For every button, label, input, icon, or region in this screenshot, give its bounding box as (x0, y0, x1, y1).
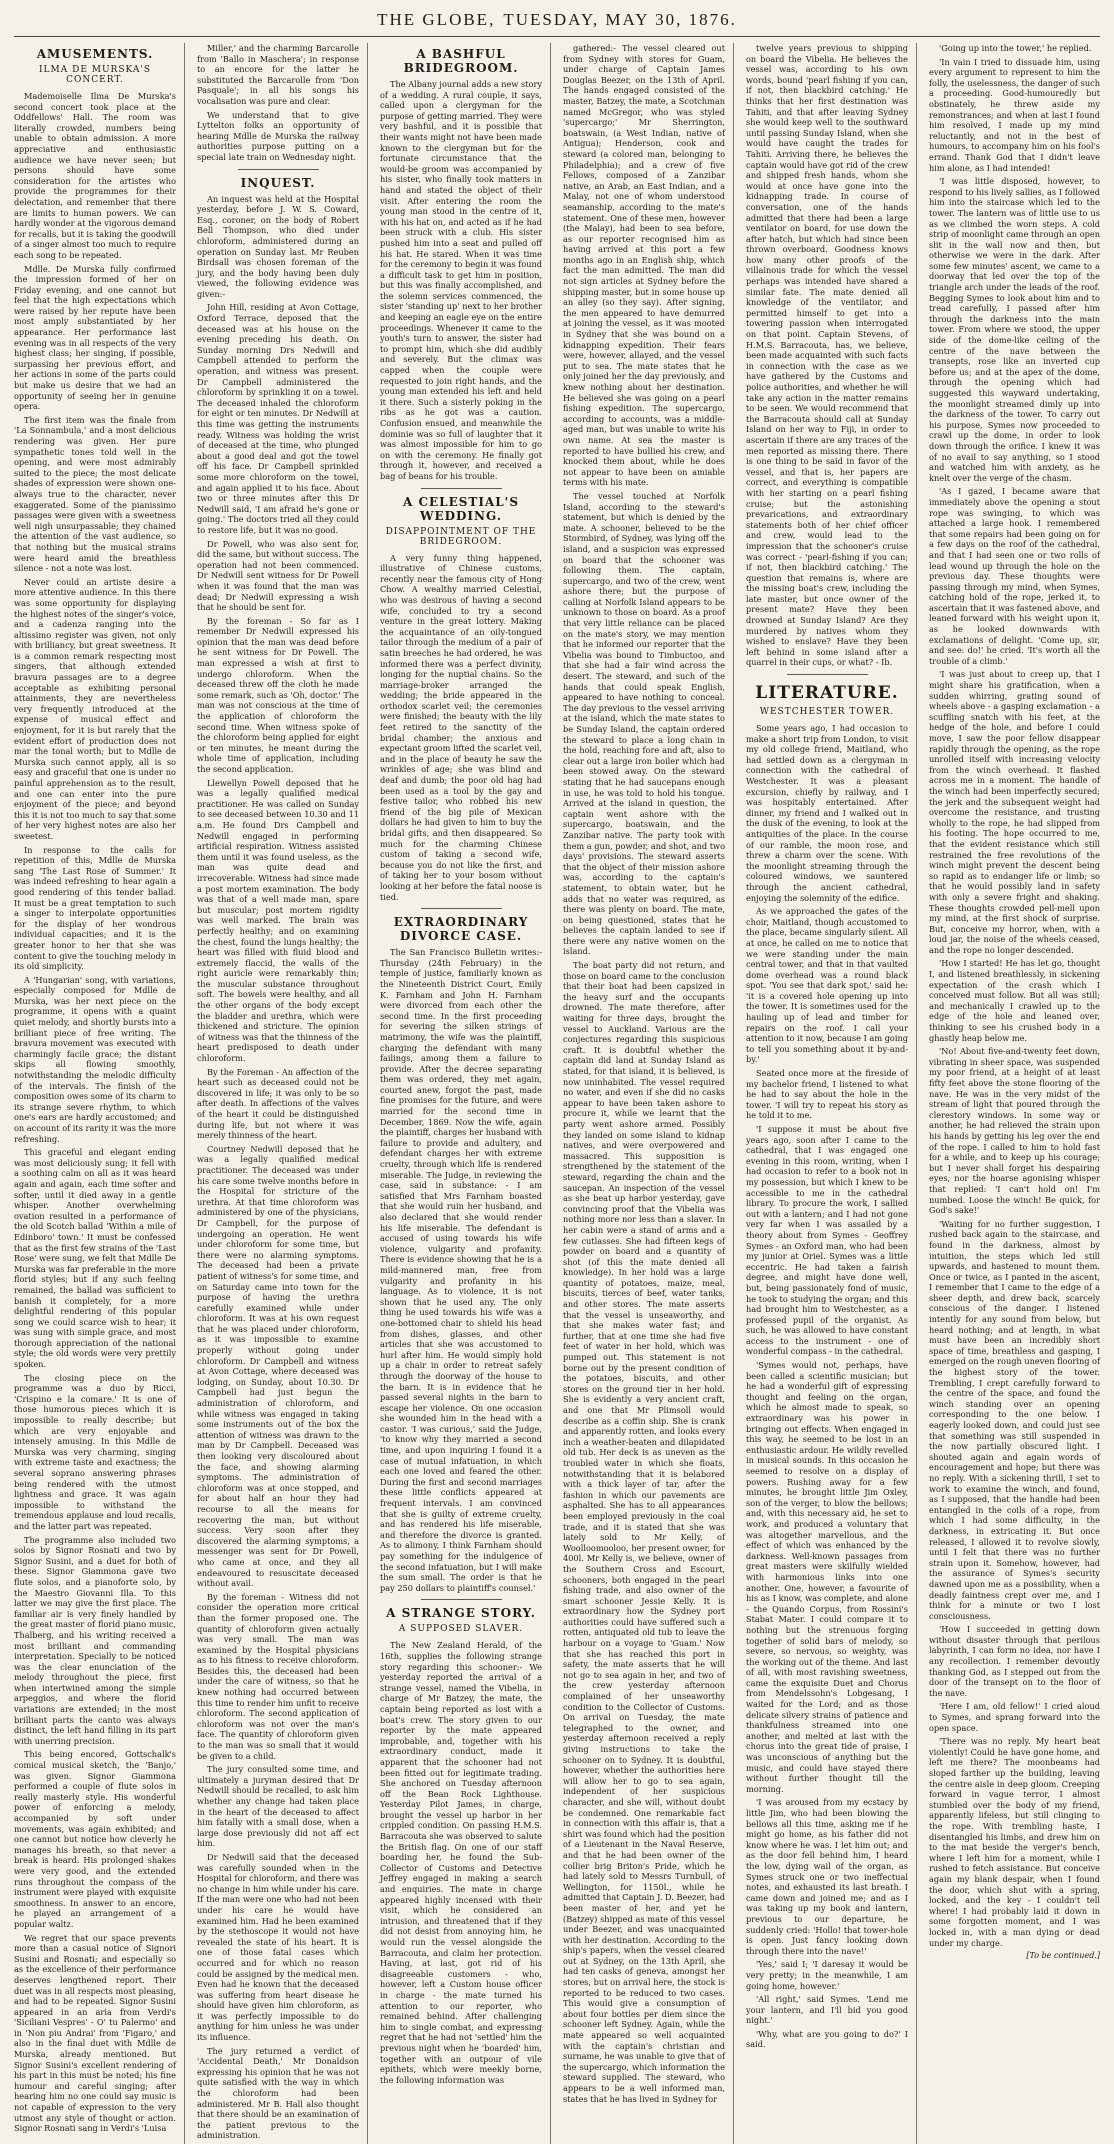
article-paragraph: The Albany journal adds a new story of a wedding. A rural couple, it says, called upon a clergyman for the purpose of getting married. They were very bashful, and it is possible that their wants might not have been made known to the clergyman but for the fortunate circumstance that the would-be groom was accompanied by his sister, who finally took matters in hand and stated the object of their visit. After entering the room the young man stood in the centre of it, with his hat on, and acted as if he had been struck with a club. His sister pushed him into a seat and pulled off his hat. He stared. When it was time for the ceremony to begin it was found a difficult task to get him in position, but this was finally accomplished, and the solemn services commenced, the sister 'standing up' next to her brother and keeping an eagle eye on the entire proceedings. Whenever it came to the youth's turn to answer, the sister had to prompt him, which she did audibly and severely. But the climax was capped when the couple were requested to join right hands, and the young man extended his left and held it there. Such a sisterly poking in the ribs as he got was a caution. Confusion ensued, and meanwhile the dominie was so full of laughter that it was almost impossible for him to go on with the ceremony. He finally got through it, however, and received a bag of beans for his trouble. (380, 79, 542, 481)
article-paragraph: An inquest was held at the Hospital yesterday, before J. W. S. Coward, Esq., coroner, on the body of Robert Bell Thompson, who died under chloroform, administered during an operation on Sunday last. Mr Reuben Birdsall was chosen foreman of the jury, and the body having been duly viewed, the following evidence was given:- (197, 193, 359, 299)
article-paragraph: 'Waiting for no further suggestion, I rushed back again to the staircase, and found in the darkness, almost by intuition, the steps which led still upwards, and hastened to mount them. Once or twice, as I panted in the ascent, I remember that I came to the edge of a sheer depth, and drew back, scarcely conscious of the danger. I listened intently for any sound from below, but heard nothing; and at length, in what must have been an incredibly short space of time, breathless and gasping, I emerged on the rough uneven flooring of the highest story of the tower. Trembling, I crept carefully forward to the centre of the space, and found the winch standing over an opening corresponding to the one below. I eagerly looked down, and could just see that something was still suspended in the now partially obscured light. I shouted again and again words of encouragement and hope; but there was no reply. With a sickening thrill, I set to work to examine the winch, and found, as I supposed, that the handle had been entangled in the coils of a rope, from which I had some difficulty, in the darkness, in extricating it. But once released, I allowed it to revolve slowly, until I felt that there was no further strain upon it. Somehow, however, had the assurance of Symes's security dawned upon me as a possibility, when a deadly faintness crept over me, and I think for a minute or two I lost consciousness. (929, 1218, 1101, 1621)
masthead-date: TUESDAY, MAY 30, 1876. (503, 10, 737, 29)
article-paragraph: The vessel touched at Norfolk Island, according to the steward's statement, but which is denied by the mate. A schooner, believed to be the Stormbird, of Sydney, was lying off the island, and a suspicion was expressed on board that the schooner was following them. The captain, supercargo, and two of the crew, went ashore there; but the purpose of calling at Norfolk Island appears to be unknown to those on board. As a proof that very little reliance can be placed on the mate's story, we may mention that he informed our reporter that the Vibelia was bound to Timbuctoo, and that she had a fair wind across the desert. The steward, and such of the hands that could speak English, appeared to have nothing to conceal. The day previous to the vessel arriving at the island, which the mate states to be Sunday Island, the captain ordered the steward to place a long chain in the hold, reaching fore and aft, also to clear out a large iron boiler which had been stowed away. On the steward stating that he had saucepans enough in use, he was told to hold his tongue. Arrived at the island in question, the captain went ashore with the supercargo, boatswain, and the Zanzibar native. The party took with them a gun, powder, and shot, and two days' provisions. The steward asserts that the object of their mission ashore was, according to the captain's statement, to obtain water, but he adds that no water was required, as there was plenty on board. The mate, on being questioned, states that he believes the captain landed to see if there were any native women on the island. (563, 490, 725, 957)
column-6 (929, 43, 1100, 2144)
article-paragraph: The jury consulted some time, and ultimately a juryman desired that Dr Nedwill should be recalled, to ask him whether any change had taken place in the heart of the deceased to affect him fatally with a small dose, when a large dose previously did not aff ect him. (197, 1764, 359, 1849)
article-paragraph: This being encored, Gottschalk's comical musical sketch, the 'Banjo,' was given. Signor Giammona performed a couple of flute solos in really masterly style. His wonderful power of enforcing a melody, accompanied by soft under movements, was again exhibited; and one cannot but notice how cleverly he manages his breath, so that never a break is heard. His prolonged shakes were very good, and the extended runs throughout the compass of the instrument were played with exquisite smoothness. In answer to an encore, he played an arrangement of a popular waltz. (14, 1749, 176, 1929)
article-paragraph: Never could an artiste desire a more attentive audience. In this there was some opportunity for displaying the highest notes of the singer's voice, and a cadenza ranging into the altissimo register was given, not only with brilliancy, but great sweetness. It is a common remark respecting most singers, that although extended bravura passages are to a degree acceptable as exhibiting personal attainments, they are nevertheless very frequently introduced at the expense of musical effect and enjoyment, for it is but rarely that the evident effort of production does not mar the tonal worth; but to Mdlle de Murska such cannot apply, all is so easy and graceful that one is under no painful apprehension as to the result, and one can enter into the pure enjoyment of the piece; and beyond this it is not too much to say that some of her very highest notes are also her sweetest. (14, 576, 176, 841)
masthead (14, 10, 1100, 37)
article-paragraph: Mademoiselle Ilma De Murska's second concert took place at the Oddfellows' Hall. The room was literally crowded, numbers being unable to obtain admission. A more appreciative and enthusiastic audience we have never seen; but persons should have some consideration for the artistes who provide the programmes for their delectation, and remember that there are limits to human powers. We can hardly wonder at the vigorous demand for recalls, but it is taking the goodwill of a singer almost too much to require each song to be repeated. (14, 91, 176, 260)
article-paragraph: 'How I started! He has let go, thought I, and listened breathlessly, in sickening expectation of the crash which I conceived must follow. But all was still; and mechanically I crawled up to the edge of the hole and leaned over, thinking to see his crushed body in a ghastly heap below me. (929, 958, 1100, 1043)
section-heading: EXTRAORDINARY DIVORCE CASE. (393, 915, 529, 944)
section-subheading: ILMA DE MURSKA'S CONCERT. (39, 65, 151, 85)
section-rule (421, 488, 502, 489)
article-paragraph: Mdlle. De Murska fully confirmed the impression formed of her on Friday evening, and one cannot but feel that the high expectations which were raised by her repute have been most amply substantiated by her appearance. Her performance last evening was in all respects of the very highest class; her singing, if possible, surpassing her previous effort, and her actions in some of the parts could but make us desire that we had an opportunity of seeing her in genuine opera. (14, 263, 176, 412)
article-paragraph: gathered:- The vessel cleared out from Sydney with stores for Guam, under charge of Captain James Douglas Beezer, on the 13th of April. The hands engaged consisted of the master, Batzey, the mate, a Scotchman named McGregor, who was styled 'supercargo;' Mr Sherrington, boatswain, (a West Indian, native of Antigua); Henderson, cook and steward (a colored man, belonging to Philadelphia); and a crew of five Fellows, composed of a Zanzibar native, an Arab, an East Indian, and a Malay, not one of whom understood seamanship, according to the mate's statement. One of these men, however (the Malay), had been to sea before, as our reporter recognised him as having arrived at this port a few months ago in an English ship, which fact the man admitted. The man did not sign articles at Sydney before the shipping master, but in some house up an alley (so they say). After signing, the men appeared to have demurred at joining the vessel, as it was mooted in Sydney that she was bound on a kidnapping expedition. Their fears were, however, allayed, and the vessel put to sea. The mate states that he only joined her the day previously, and knew nothing about her destination. He believed she was going on a pearl fishing expedition. The supercargo, according to accounts, was a middle-aged man, but was unable to write his own name. At sea the master is reported to have bullied his crew, and knocked them about, while he does not appear to have been on amiable terms with his mate. (563, 43, 725, 488)
article-paragraph: 'I suppose it must be about five years ago, soon after I came to the cathedral, that I was engaged one evening in this room, writing, when I had occasion to refer to a book not in my possession, but which I knew to be accessible to me in the cathedral library. To procure the work, I sallied out with a lantern; and I had not gone very far when I was assailed by a theory about from Symes - Geoffrey Symes - an Oxford man, who had been my junior at Oriel. Symes was a little eccentric. He had taken a fairish degree, and might have done well, but, being passionately fond of music, he took to studying the organ; and this had brought him to Westchester, as a professed pupil of the organist. As such, he was allowed to have constant access to the instrument - one of wonderful compass - in the cathedral. (746, 1124, 908, 1357)
article-paragraph: The boat party did not return, and those on board came to the conclusion that their boat had been capsized in the heavy surf and the occupants drowned. The mate therefore, after waiting for three days, brought the vessel to Auckland. Various are the conjectures regarding this suspicious craft. It is doubtful whether the captain did land at Sunday Island as stated, for that island, it is believed, is now uninhabited. The vessel required no water, and even if she did no casks appear to have been taken ashore to procure it, while we learnt that the party went ashore armed. Possibly they landed on some island to kidnap natives, and were overpowered and massacred. This supposition is strengthened by the statement of the steward, regarding the chain and the saucepan. An inspection of the vessel as she beat up harbor yesterday, gave convincing proof that the Vibelia was nothing more nor less than a slaver. In her cabin were a stand of arms and a few cutlasses. She had fifteen kegs of powder on board and a quantity of shot (of this the mate denied all knowledge). In her hold was a large quantity of potatoes, maize, meal, biscuits, tierces of beef, water tanks, and other stores. The mate asserts that the vessel is unseaworthy, and that she makes water fast; and further, that at one time she had five feet of water in her hold, which was pumped out. This statement is not borne out by the present condition of the potatoes, biscuits, and other stores on the ground tier in her hold. She is evidently a very ancient craft, and one that Mr Plimsoll would describe as a coffin ship. She is crank and apparently rotten, and looks every inch a weather-beaten and dilapidated old tub. Her deck is as uneven as the troubled water in which she floats, notwithstanding that it is belabored with a thick layer of tar, after the fashion in which our pavements are asphalted. She has to all appearances been employed previously in the coal trade, and it is stated that she was lately sold to Mr Kelly, of Woolloomooloo, her present owner, for 400l. Mr Kelly is, we believe, owner of the Southern Cross and Escourt, schooners, both engaged in the pearl fishing trade, and also owner of the smart schooner Jessie Kelly. It is extraordinary how the Sydney port authorities could have suffered such a rotten, antiquated old tub to leave the harbour on a voyage to 'Guam.' Now that she has reached this port in safety, the mate asserts that he will not go to sea again in her, and two of the crew yesterday afternoon complained of her unseaworthy condition to the Collector of Customs. On arrival on Tuesday, the mate telegraphed to the owner, and yesterday afternoon received a reply giving instructions to take the schooner on to Sydney. It is doubtful, however, whether the authorities here will allow her to go to sea again, independent of her suspicious character, and she will, without doubt be condemned. One remarkable fact in connection with this affair is, that a shirt was found which had the position of a Lieutenant in the Naval Reserve, and that he had been owner of the collier brig Briton's Pride, which he had lately sold to Messrs Turnbull, of Wellington, for 1150l., while he admitted that Captain J. D. Beezer, had been master of her, and yet he (Batzey) shipped as mate of this vessel under Beezer, and was unacquainted with her destination. According to the ship's papers, when the vessel cleared out at Sydney, on the 13th April, she had ten casks of geneva, amongst her stores, but on arrival here, the stock is reported to be reduced to two cases. This would give a consumption of about four bottles per diem since the schooner left Sydney. Again, while the mate appeared so well acquainted with the captain's christian and surname, he was unable to give that of the supercargo, which information the steward supplied. The steward, who appears to be a well informed man, states that he has lived in Sydney for (563, 960, 725, 2104)
article-paragraph: Dr Powell, who was also sent for, did the same, but without success. The operation had not been commenced. Dr Nedwill sent witness for Dr Powell when it was found that the man was dead; Dr Nedwill expressing a wish that he should be sent for. (197, 538, 359, 613)
article-paragraph: 'All right,' said Symes. 'Lend me your lantern, and I'll bid you good night.' (746, 1994, 908, 2026)
article-paragraph: Dr Nedwill said that the deceased was carefully sounded when in the Hospital for chloroform, and there was no change in him while under his care. If the man were one who had not been under his care he would have examined him. Had he been examined by the stethoscope it would not have revealed the state of his heart. It is one of those fatal cases which occurred and for which no reason could be assigned by the medical men. Even had he known that the deceased was suffering from heart disease he should have given him chloroform, as it was perfectly impossible to do anything for him unless he was under its influence. (197, 1851, 359, 2043)
column-grid (14, 43, 1101, 2141)
column-2 (197, 43, 368, 2144)
article-paragraph: John Hill, residing at Avon Cottage, Oxford Terrace, deposed that the deceased was at his house on the evening preceding his death. On Sunday morning Drs Nedwill and Campbell attended to perform the operation, and witness was present. Dr Campbell administered the chloroform by sprinkling it on a towel. The deceased inhaled the chloroform for eight or ten minutes. Dr Nedwill at this time was getting the instruments ready. Witness was holding the wrist of deceased at the time, who plunged about a good deal and got the towel off his face. Dr Campbell sprinkled some more chloroform on the towel, and again applied it to his face. About two or three minutes after this Dr Nedwill said, 'I am afraid he's gone or going.' The doctors tried all they could to restore life, but it was no good. (197, 302, 359, 535)
continued-note: [To be continued.] (1026, 1951, 1100, 1961)
section-subheading: DISAPPOINTMENT OF THE BRIDEGROOM. (385, 526, 537, 547)
section-subheading: WESTCHESTER TOWER. (759, 707, 895, 718)
article-paragraph: 'I was little disposed, however, to respond to his lively sallies, as I followed him into the staircase which led to the tower. The lantern was of little use to us as we climbed the worn steps. A cold strip of moonlight came through an open slit in the wall now and then, but otherwise we were in the dark. After some few minutes' ascent, we came to a doorway that led over the top of the triangle arch under the leads of the roof. Begging Symes to look about him and to tread carefully, I passed after him through the darkness into the main tower. From where we stood, the upper side of the dome-like ceiling of the centre of the nave between the transepts, rose like an inverted cup before us; and at the apex of the dome, through the opening which had suggested this wayward undertaking, the moonlight streamed dimly up into the darkness of the tower. To carry out his purpose, Symes now proceeded to crawl up the dome, in order to look down through the orifice. I knew it was of no avail to say anything, so I stood and watched him with anxiety, as he knelt over the verge of the chasm. (929, 176, 1100, 483)
article-paragraph: 'No! About five-and-twenty feet down, vibrating in sheer space, was suspended my poor friend, at a height of at least fifty feet above the stone flooring of the nave. He was in the very midst of the stream of light that poured through the clerestory windows. In some way or another, he had relieved the strain upon his hands by getting his leg over the end of the rope. I called to him to hold fast for a while, and to keep up his courage; but I never shall forget his despairing eyes, nor the hoarse agonising whisper that replied: 'I can't hold on! I'm numbed. Loose the winch! Be quick, for God's sake!' (929, 1046, 1100, 1216)
column-3 (380, 43, 551, 2144)
section-rule (421, 1599, 502, 1600)
article-paragraph: 'There was no reply. My heart beat violently! Could he have gone home, and left me there? The moonbeams had sloped farther up the building, leaving the centre aisle in deep gloom. Creeping forward in vague terror, I almost stumbled over the body of my friend, apparently lifeless, but still clinging to the rope. With trembling haste, I disentangled his limbs, and drew him on to the mat beside the verger's bench, where I left him for a moment, while I rushed to fetch assistance. But conceive again my blank despair, when I found the door, which shut with a spring, locked, and the key - I couldn't tell where! I had probably laid it down in some forgotten moment, and I was locked in, with a man dying or dead under my charge. (929, 1736, 1100, 1948)
article-paragraph: We regret that our space prevents more than a casual notice of Signori Susini and Rosnati; and especially so as the excellence of their performance deserves lengthened report. Their duet was in all respects most pleasing, and had to be repeated. Signor Susini appeared in an aria from Verdi's 'Siciliani Vespres' - O' tu Palermo' and in 'Non piu Andrai' from 'Figaro,' and also in the final duet with Mdlle de Murska, already mentioned. But Signor Susini's excellent rendering of his part in this must be noted; his fine humour and careful singing; after hearing him no one could say music is not capable of expression to the very utmost any style of thought or action. Signor Rosnati sang in Verdi's 'Luisa (14, 1932, 176, 2134)
article-paragraph: The New Zealand Herald, of the 16th, supplies the following strange story regarding this schooner:- We yesterday reported the arrival of a strange vessel, named the Vibelia, in charge of Mr Batzey, the mate, the captain being reported as lost with a boat's crew. The story given to our reporter by the mate appeared improbable, and, together with his extraordinary conduct, made it apparent that the schooner had not been fitted out for legitimate trading. She anchored on Tuesday afternoon off the Bean Rock Lighthouse. Yesterday Pilot James, in charge, brought the vessel up harbor in her crippled condition. On passing H.M.S. Barracouta she was observed to salute the British flag. On one of our staff boarding her, he found the Sub-Collector of Customs and Detective Jeffrey engaged in making a search and enquiries. The mate in charge appeared highly incensed with their visit, which he considered an intrusion, and threatened that if they did not desist from annoying him, he would run the vessel alongside the Barracouta, and claim her protection. Having, at last, got rid of his disagreeable customers - who, however, left a Custom house officer in charge - the mate turned his attention to our reporter, who remained behind. After challenging him to single combat, and expressing regret that he had not 'settled' him the previous night when he 'boarded' him, together with an outpour of vile epithets, which were meekly borne, the following information was (380, 1640, 542, 2085)
section-heading: LITERATURE. (755, 683, 899, 704)
article-paragraph: 'Here I am, old fellow!' I cried aloud to Symes, and sprang forward into the open space. (929, 1701, 1100, 1733)
article-paragraph: By the foreman - Witness did not consider the operation more critical than the former proposed one. The quantity of chloroform given actually was very small. The man was examined by the Hospital physicians as to his fitness to receive chloroform. Besides this, the deceased had been under the care of witness, so that he knew nothing had occurred between this time to render him unfit to receive chloroform. The second application of chloroform was not over the man's face. The quantity of chloroform given to the man was so small that it would be given to a child. (197, 1591, 359, 1761)
section-heading: INQUEST. (240, 175, 316, 190)
article-paragraph: The San Francisco Bulletin writes:- Thursday (24th February) in the temple of justice, familiarly known as the Nineteenth District Court, Emily K. Farnham and John H. Farnham were divorced from each other the second time. In the first proceeding for severing the silken strings of matrimony, the wife was the plaintiff, charging the defendant with many failings, among them a failure to provide. After the decree separating them was ordered, they met again, courted anew, forgot the past, made fine promises for the future, and were married for the second time in December, 1869. Now the wife, again the plaintiff, charges her husband with failure to provide and adultery, and defendant charges her with extreme cruelty, through which life is rendered miserable. The Judge, in reviewing the case, said in substance: - I am satisfied that Mrs Farnham boasted that she would ruin her husband, and also declared that she would render his life miserable. The defendant is accused of using towards his wife violence, vulgarity and profanity. There is evidence showing that he is a mild-mannered man, free from vulgarity and profanity in his language. As to violence, it is not shown that he used any. The only thing he used towards his wife was a one-bottomed chair to shield his head from dishes, glasses, and other articles that she was accustomed to hurl after him. He would simply hold up a chair in order to retreat safely through the doorway of the house to the barn. It is in evidence that he passed several nights in the barn to escape her violence. On one occasion she wounded him in the head with a castor. 'I was curious,' said the Judge, 'to know why they married a second time, and upon inquiring I found it a case of mutual infatuation, in which each one loved and feared the other. During the first and second marriages these little conflicts appeared at frequent intervals. I am convinced that she is guilty of extreme cruelty, and has rendered his life miserable, and therefore the divorce is granted. As to alimony, I think Farnham should pay something for the indulgence of the second infatuation, but I will make the sum small. The order is that he pay 250 dollars to plaintiff's counsel.' (380, 947, 542, 1593)
article-paragraph: By the foreman - So far as I remember Dr Nedwill expressed his opinion that the man was dead before he sent witness for Dr Powell. The man expressed a wish at first to undergo chloroform. When the deceased threw off the cloth he made some remark, such as 'Oh, doctor.' The man was not conscious at the time of the application of chloroform the second time. When witness spoke of the chloroform being applied for eight or ten minutes, he meant during the whole time of application, including the second application. (197, 615, 359, 774)
column-5 (746, 43, 917, 2144)
article-paragraph: In response to the calls for repetition of this, Mdlle de Murska sang 'The Last Rose of Summer.' It was indeed refreshing to hear again a good rendering of this tender ballad. It must be a great temptation to such a singer to interpolate opportunities for the display of her wondrous individual capacities; and it is the greater honor to her that she was content to give the touching melody in its old simplicity. (14, 844, 176, 972)
article-paragraph: This graceful and elegant ending was most deliciously sung; it fell with a soothing calm on all as it was heard again and again, each time softer and softer, until it died away in a gentle whisper. Another overwhelming ovation resulted in a performance of the old Scotch ballad 'Within a mile of Edinboro' town.' It must be confessed that as the first few strains of the 'Last Rose' were sung, we felt that Mdlle De Murska was far preferable in the more florid styles; but if any such feeling remained, the ballad was sufficient to banish it completely, for a more delightful rendering of this popular song we could scarce wish to hear; it was sung with simple grace, and most thorough appreciation of the national style; the old words were very prettily spoken. (14, 1147, 176, 1370)
column-1 (14, 43, 185, 2144)
column-4 (563, 43, 734, 2144)
article-paragraph: A very funny thing happened, illustrative of Chinese customs, recently near the famous city of Hong Chow. A wealthy married Celestial, who was desirous of having a second wife, concluded to try a second venture in the great lottery. Making the acquaintance of an oily-tongued tailor through the medium of a pair of satin breeches he had ordered, he was informed there was a perfect divinity, longing for the nuptial chains. So the marriage-broker arranged the wedding; the bride appeared in the orthodox scarlet veil; the ceremonies were finished; the beauty with the lily feet retired to the sanctity of the bridal chamber; the anxious and expectant groom lifted the scarlet veil, and in the place of beauty he saw the wrinkles of age; she was blind and deaf and dumb; the poor old hag had been used as a tool by the gay and festive tailor, who robbed his new friend of the big pile of Mexican dollars he had given to him to buy the bridal gifts, and then disappeared. So much for the charming Chinese custom of taking a second wife, because you do not like the first, and of taking her to your bosom without looking at her before the fatal noose is tied. (380, 552, 542, 902)
article-paragraph: 'In vain I tried to dissuade him, using every argument to represent to him the folly, the uselessness, the danger of such a proceeding. Good-humouredly but obstinately, he threw aside my remonstrances; and when at last I found him resolved, I made up my mind reluctantly, and not in the best of humours, to accompany him on his fool's errand. Thank God that I didn't leave him alone, as I had intended! (929, 56, 1100, 173)
section-heading: A CELESTIAL'S WEDDING. (402, 494, 520, 523)
article-paragraph: Miller,' and the charming Barcarolle from 'Ballo in Maschera'; in response to an encore for the latter he substituted the Barcarolle from 'Don Pasquale'; in all his songs his vocalisation was pure and clear. (197, 43, 359, 106)
article-paragraph: As we approached the gates of the choir, Maitland, though accustomed to the place, became singularly silent. All at once, he called on me to notice that we were standing under the main central tower, and that in that vaulted dome overhead was a round black spot. 'You see that dark spot,' said he: 'it is a covered hole opening up into the tower. It is sometimes used for the hauling up of lead and timber for repairs on the roof. I call your attention to it now, because I am going to tell you something about it by-and-by.' (746, 906, 908, 1065)
article-paragraph: A 'Hungarian' song, with variations, especially composed for Mdlle de Murska, was her next piece on the programme, it opens with a quaint quiet melody, and shortly bursts into a brilliant piece of free writing. The bravura movement was executed with charmingly facile grace; the distant skips all flowing smoothly, notwithstanding the melodic difficulty of the intervals. The finish of the composition owes some of its charm to its strange severe rhythm, to which one's ears are hardly accustomed; and on account of its rarity it was the more refreshing. (14, 974, 177, 1144)
article-paragraph: The first item was the finale from 'La Sonnambula,' and a most delicious rendering was given. Her pure sympathetic tones told well in the opening, and were most admirably suited to the piece; the most delicate shades of expression were shown one-always true to the character, never exaggerated. Some of the pianissimo passages were given with a sweetness well nigh unsurpassable; they chained the attention of the vast audience, so that nothing but the musical strains were heard amid the breathless silence - not a note was lost. (14, 414, 176, 574)
section-heading: AMUSEMENTS. (36, 47, 154, 61)
section-heading: A BASHFUL BRIDEGROOM. (403, 47, 519, 75)
article-paragraph: Llewellyn Powell deposed that he was a legally qualified medical practitioner. He was called on Sunday to see deceased between 10.30 and 11 a.m. He found Drs Campbell and Nedwill engaged in performing artificial respiration. Witness assisted them until it was found useless, as the man was quite dead and irrecoverable. Witness had since made a post mortem examination. The body was that of a well made man, spare but muscular; post mortem rigidity was well marked. The brain was perfectly healthy; and on examining the chest, found the lungs healthy; the heart was filled with fluid blood and extremely flaccid, the walls of the right auricle were remarkably thin; the muscular substance throughout soft. The bowels were healthy, and all the other organs of the body except the bladder and urethra, which were thickened and stricture. The opinion of witness was that the thinness of the heart predisposed to death under chloroform. (197, 777, 359, 1064)
article-paragraph: Some years ago, I had occasion to make a short trip from London, to visit my old college friend, Maitland, who had settled down as a clergyman in connection with the cathedral of Westchester. It was a pleasant excursion, chiefly by railway, and I was hospitably entertained. After dinner, my friend and I walked out in the dusk of the evening, to look at the antiquities of the place. In the course of our ramble, the moon rose, and threw a charm over the scene. With the moonlight streaming through the coloured windows, we sauntered through the ancient cathedral, enjoying the solemnity of the edifice. (746, 723, 908, 903)
article-paragraph: 'Yes,' said I; 'I daresay it would be very pretty; in the meanwhile, I am going home, however.' (746, 1959, 908, 1991)
article-paragraph: 'I was aroused from my ecstacy by little Jim, who had been blowing the bellows all this time, asking me if he might go home, as his father did not know where he was. I let him out; and as the door fell behind him, I heard the low, dying wail of the organ, as Symes struck one or two ineffectual notes, and exhausted its last breath. I came down and joined me; and as I was taking up my book and lantern, previous to our departure, he suddenly cried: 'Hollo! that tower-hole is open. Just fancy looking down through there into the nave!' (746, 1797, 908, 1956)
section-rule (421, 908, 502, 909)
article-paragraph: 'How I succeeded in getting down without disaster through that perilous labyrinth, I can form no idea, nor have I any recollection. I remember devoutly thanking God, as I stepped out from the door of the transept on to the floor of the nave. (929, 1624, 1100, 1698)
section-heading: A STRANGE STORY. (386, 1606, 536, 1621)
article-paragraph: 'As I gazed, I became aware that immediately above the opening a stout rope was swinging, to which was attached a large hook. I remembered that some repairs had been going on for a few days on the roof of the cathedral, and that I had seen one or two rolls of lead wound up through the hole on the previous day. These thoughts were passing through my mind, when Symes, catching hold of the rope, jerked it, to ascertain that it was fastened above, and leaned forward with his weight upon it, as he looked downwards with exclamations of delight. 'Come up, sir, and see: do!' he cried. 'It's worth all the trouble of a climb.' (929, 486, 1100, 666)
section-rule (787, 674, 868, 675)
article-paragraph: We understand that to give Lyttelton folks an opportunity of hearing Mdlle de Murska the railway authorities purpose putting on a special late train on Wednesday night. (197, 109, 359, 162)
article-paragraph: The programme also included two solos by Signor Rosnati and two by Signor Susini, and a duet for both of these. Signor Giammona gave two flute solos, and a pianoforte solo, by the Maestro Giovanni Illa. To this latter we may give the first place. The familiar air is very finely handled by the great master of florid piano music, Thalberg, and his writing received a most brilliant and commanding interpretation. Specially to be noticed was the clear enunciation of the melody throughout the piece, first when intertwined among the simple arpeggios, and where the florid variations are extended; in the most brilliant parts the canto was always distinct, the left hand filling in its part with unerring precision. (14, 1534, 176, 1746)
article-paragraph: 'I was just about to creep up, that I might share his gratification, when a sudden whirring, grating sound of wheels above - a gasping exclamation - a scuffling snatch with his feet, at the hedge of the hole, and before I could move, I saw the poor fellow disappear rapidly through the opening, as the rope unrolled itself with increasing velocity from the winch overhead. It flashed across me in a moment. The handle of the winch had been imperfectly secured; the jerk and the subsequent weight had overcome the resistance, and trusting wholly to the rope, he had slipped from his footing. The hope occurred to me, that the evident resistance which still restrained the free revolutions of the winch might prevent the descent being so rapid as to endanger life or limb; so that he would possibly land in safety with only a severe fright and shaking. These thoughts crowded pell-mell upon my mind, at the first shock of surprise. But, conceive my horror, when, with a loud jar, the noise of the wheels ceased, and the rope no longer descended. (929, 669, 1100, 955)
masthead-title: THE GLOBE, (377, 10, 496, 29)
article-paragraph: 'Going up into the tower,' he replied. (939, 43, 1092, 53)
article-paragraph: 'Why, what are you going to do?' I said. (746, 2028, 908, 2050)
article-paragraph: The jury returned a verdict of 'Accidental Death,' Mr Donaldson expressing his opinion that he was not quite satisfied with the way in which the chloroform had been administered. Mr B. Hall also thought that there should be an examination of the patient previous to the administration. (197, 2045, 359, 2141)
article-paragraph: By the Foreman - An affection of the heart such as deceased could not be discovered in life; it was only to be so after death. In affections of the valves of the heart it could be distinguished during life, but not where it was merely thinness of the heart. (197, 1066, 359, 1141)
article-paragraph: Seated once more at the fireside of my bachelor friend, I listened to what he had to say about the hole in the tower. 'I will try to repeat his story as he told it to me. (746, 1068, 908, 1121)
article-paragraph: 'Symes would not, perhaps, have been called a scientific musician; but he had a wonderful gift of expressing thought and feeling on the organ, which he almost made to speak, so extraordinary was his power in bringing out effects. When engaged in this way, he seemed to be lost in an enthusiastic ardour. He wildly revelled in musical sounds. In this occasion he seemed to resolve on a display of powers. Rushing away for a few minutes, he brought little Jim Oxley, son of the verger, to blow the bellows; and, with this necessary aid, he set to work, and produced a voluntary that was altogether marvellous, and the effect of which was enhanced by the darkness. Well-known passages from great masters were skilfully wielded with harmonious links into one another. One, however, a favourite of his as I know, was complete, and alone - the Quando Corpus, from Rossini's Stabat Mater. I could compare it to nothing but the strenuous forging together of solid bars of melody, so severe, so nervous, so weighty, was the working out of the theme. And last of all, with most ravishing sweetness, came the exquisite Duet and Chorus from Mendelssohn's Lobgesang, I waited for the Lord; and as those delicate silvery strains of patience and thankfulness streamed into one another, and melted at last with the chorus into the great tide of praise, I was unconscious of anything but the music, and could have stayed there without further thought till the morning. (746, 1360, 908, 1794)
article-paragraph: twelve years previous to shipping on board the Vibelia. He believes the vessel was, according to his own words, bound 'pearl fishing if you can, if not, then blackbird catching.' He thinks that her first destination was Tahiti, and that after leaving Sydney she would keep well to the southward until passing Sunday Island, when she would have caught the trades for Tahiti. Arriving there, he believes the captain would have got rid of the crew and shipped fresh hands, whom she would at once have gone into the kidnapping trade. In course of conversation, one of the hands admitted that there had been a large ventilator on board, for use down the after hatch, but which had since been thrown overboard. Goodness knows how many other proofs of the villainous trade for which the vessel perhaps was intended have shared a similar fate. The mate denied all knowledge of the ventilator, and permitted himself to get into a towering passion when interrogated on that point. Captain Stevens, of H.M.S. Barracouta, has, we believe, been made acquainted with such facts in connection with the case as we have gathered by the Customs and police authorities, and whether he will take any action in the matter remains to be seen. We would recommend that the Barracouta should call at Sunday Island on her way to Fiji, in order to ascertain if there are any traces of the men reported as missing there. There is one thing to be said in favor of the vessel, and that is, her papers are correct, and everything is compatible with her starting on a pearl fishing cruise; but the astonishing prevarications, and extraordinary statements both of her chief officer and crew, would lead to the impression that the schooner's cruise was correct - 'pearl-fishing if you can; if not, then blackbird catching.' The question that remains is, where are the missing boat's crew, including the late master, but once owner of the present mate? Have they been drowned at Sunday Island? Are they murdered by natives whom they wished to enslave? Have they been left behind in some island after a quarrel in their cups, or what? - Ib. (746, 43, 908, 668)
section-subheading: A SUPPOSED SLAVER. (398, 1624, 524, 1635)
section-rule (238, 169, 319, 170)
article-paragraph: Courtney Nedwill deposed that he was a legally qualified medical practitioner. The deceased was under his care some twelve months before in the Hospital for stricture of the urethra. At that time chloroform was administered by one of the physicians, Dr Campbell, for the purpose of undergoing an operation. He went under chloroform for some time, but there were no alarming symptoms. The deceased had been a private patient of witness's for some time, and on Saturday came into town for the purpose of having the urethra carefully examined while under chloroform. It was at his own request that he was placed under chloroform, as it was impossible to examine properly without going under chloroform. Dr Campbell and witness at Avon Cottage, where deceased was lodging, on Sunday, about 10.30. Dr Campbell had just begun the administration of chloroform, and while witness was engaged in taking some instruments out of the box the attention of witness was drawn to the man by Dr Campbell. Deceased was then looking very discoloured about the face, and showing alarming symptoms. The administration of chloroform was at once stopped, and for about half an hour they had recourse to all the means for recovering the man, but without success. Very soon after they discovered the alarming symptoms, a messenger was sent for Dr Powell, who came at once, and they all endeavoured to resuscitate deceased without avail. (197, 1143, 359, 1589)
article-paragraph: The closing piece on the programme was a duo by Ricci, 'Crispino e la comare.' It is one of those humorous pieces which it is impossible to really describe; but which are very enjoyable and intensely amusing. In this Mdlle de Murska was very charming, singing with extreme taste and exactness; the several soprano answering phrases being rendered with the utmost lightness and grace. It was again impossible to withstand the tremendous applause and loud recalls, and the latter part was repeated. (14, 1372, 176, 1531)
